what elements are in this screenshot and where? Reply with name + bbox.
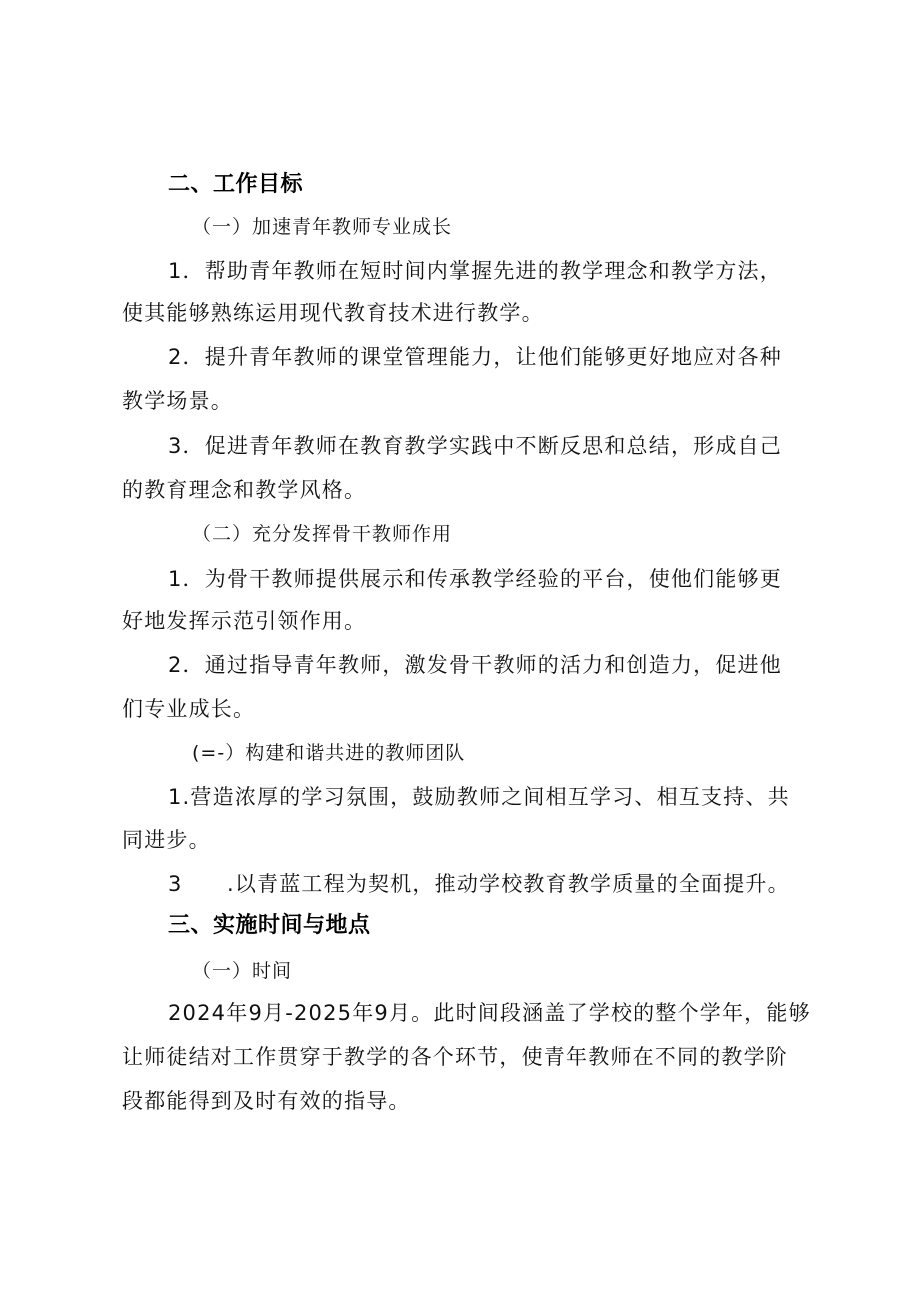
list-item-line: 好地发挥示范引领作用。	[122, 609, 367, 633]
section-heading: 三、实施时间与地点	[168, 913, 371, 938]
list-item-line: 1．为骨干教师提供展示和传承教学经验的平台，使他们能够更	[168, 567, 782, 591]
list-item-line: 1.营造浓厚的学习氛围，鼓励教师之间相互学习、相互支持、共	[168, 785, 790, 809]
list-item-line: 2．提升青年教师的课堂管理能力，让他们能够更好地应对各种	[168, 345, 782, 369]
list-item-line: 2．通过指导青年教师，激发骨干教师的活力和创造力，促进他	[168, 653, 782, 677]
subsection-title: （一）加速青年教师专业成长	[192, 216, 453, 238]
paragraph-line: 让师徒结对工作贯穿于教学的各个环节，使青年教师在不同的教学阶	[122, 1045, 788, 1069]
section-heading: 二、工作目标	[168, 172, 304, 197]
list-item-line: 同进步。	[122, 828, 211, 852]
subsection-title: （二）充分发挥骨干教师作用	[192, 523, 453, 545]
list-item-line: 1．帮助青年教师在短时间内掌握先进的教学理念和教学方法，	[168, 259, 782, 283]
list-item-line: 们专业成长。	[122, 697, 256, 721]
list-item-line: 3 .以青蓝工程为契机，推动学校教育教学质量的全面提升。	[168, 872, 790, 896]
list-item-line: 使其能够熟练运用现代教育技术进行教学。	[122, 301, 544, 325]
subsection-title: (=-）构建和谐共进的教师团队	[192, 742, 466, 764]
paragraph-line: 2024年9月-2025年9月。此时间段涵盖了学校的整个学年，能够	[168, 1001, 811, 1025]
paragraph-line: 段都能得到及时有效的指导。	[122, 1089, 411, 1113]
subsection-title: （一）时间	[192, 960, 293, 982]
list-item-line: 3．促进青年教师在教育教学实践中不断反思和总结，形成自己	[168, 434, 782, 458]
list-item-line: 的教育理念和教学风格。	[122, 478, 367, 502]
list-item-line: 教学场景。	[122, 389, 233, 413]
